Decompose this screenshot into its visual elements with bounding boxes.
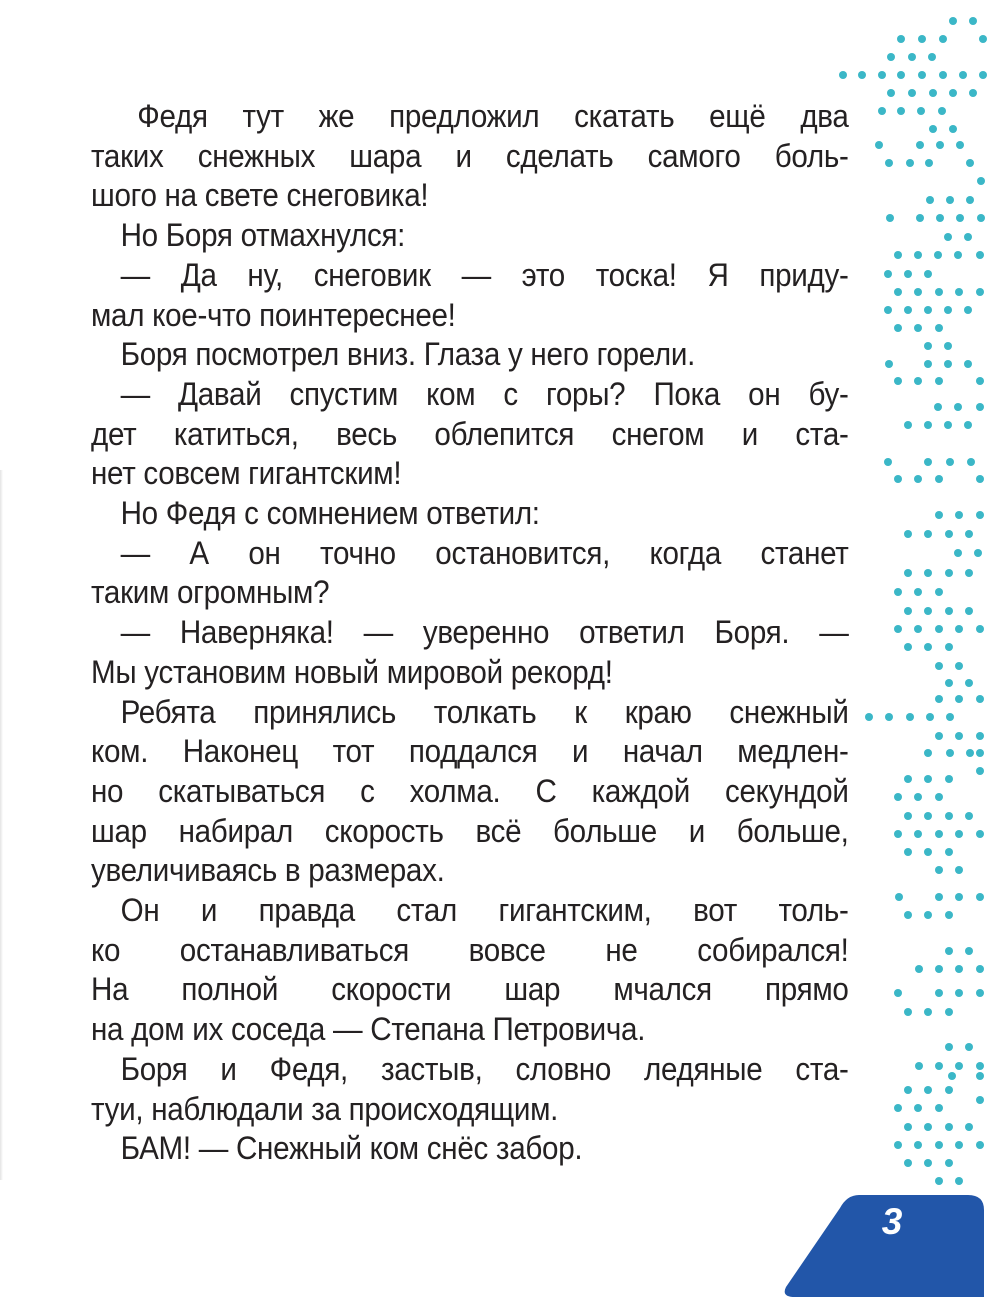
story-text [91, 97, 849, 1169]
text-line: Но Федя с сомнением ответил: [120, 495, 540, 532]
page-spine-shadow [0, 470, 3, 1180]
text-line: Боря посмотрел вниз. Глаза у него горели. [120, 336, 696, 373]
text-line: мал кое-что поинтереснее! [91, 296, 456, 333]
text-line: на дом их соседа — Степана Петровича. [91, 1011, 646, 1048]
text-line: На полной скорости шар мчался прямо [91, 971, 849, 1008]
paragraph [91, 613, 849, 692]
text-line: шого на свете снеговика! [91, 177, 429, 214]
text-line: — Наверняка! — уверенно ответил Боря. — [120, 614, 849, 651]
text-line: таких снежных шара и сделать самого боль- [91, 137, 849, 174]
text-line: — А он точно остановится, когда станет [120, 534, 849, 571]
page-number: 3 [881, 1201, 903, 1242]
text-line: но скатываться с холма. С каждой секундой [91, 772, 849, 809]
paragraph [91, 1050, 849, 1129]
paragraph [91, 216, 849, 256]
paragraph [91, 375, 849, 494]
paragraph [91, 1129, 849, 1169]
text-line: — Давай спустим ком с горы? Пока он бу- [120, 375, 849, 412]
text-line: ко останавливаться вовсе не собирался! [91, 931, 849, 968]
text-line: Федя тут же предложил скатать ещё два [137, 98, 849, 134]
text-line: — Да ну, снеговик — это тоска! Я приду- [120, 256, 849, 293]
paragraph [91, 335, 849, 375]
text-line: Боря и Федя, застыв, словно ледяные ста- [120, 1050, 849, 1087]
text-line: шар набирал скорость всё больше и больше, [91, 812, 849, 849]
text-line: Но Боря отмахнулся: [120, 217, 406, 254]
text-line: Мы установим новый мировой рекорд! [91, 653, 613, 690]
text-line: Ребята принялись толкать к краю снежный [120, 693, 849, 730]
text-line: увеличиваясь в размерах. [91, 852, 445, 889]
text-line: БАМ! — Снежный ком снёс забор. [120, 1130, 583, 1167]
text-line: ком. Наконец тот поддался и начал медлен- [91, 733, 849, 770]
text-line: дет катиться, весь облепится снегом и ста- [91, 415, 849, 452]
paragraph [91, 891, 849, 1050]
text-line: таким огромным? [91, 574, 330, 611]
text-line: нет совсем гигантским! [91, 455, 402, 492]
text-line: туи, наблюдали за происходящим. [91, 1090, 559, 1127]
text-line: Он и правда стал гигантским, вот толь- [120, 892, 849, 929]
paragraph [91, 534, 849, 613]
paragraph [91, 256, 849, 335]
paragraph [91, 494, 849, 534]
paragraph [91, 97, 849, 216]
paragraph [91, 693, 849, 892]
